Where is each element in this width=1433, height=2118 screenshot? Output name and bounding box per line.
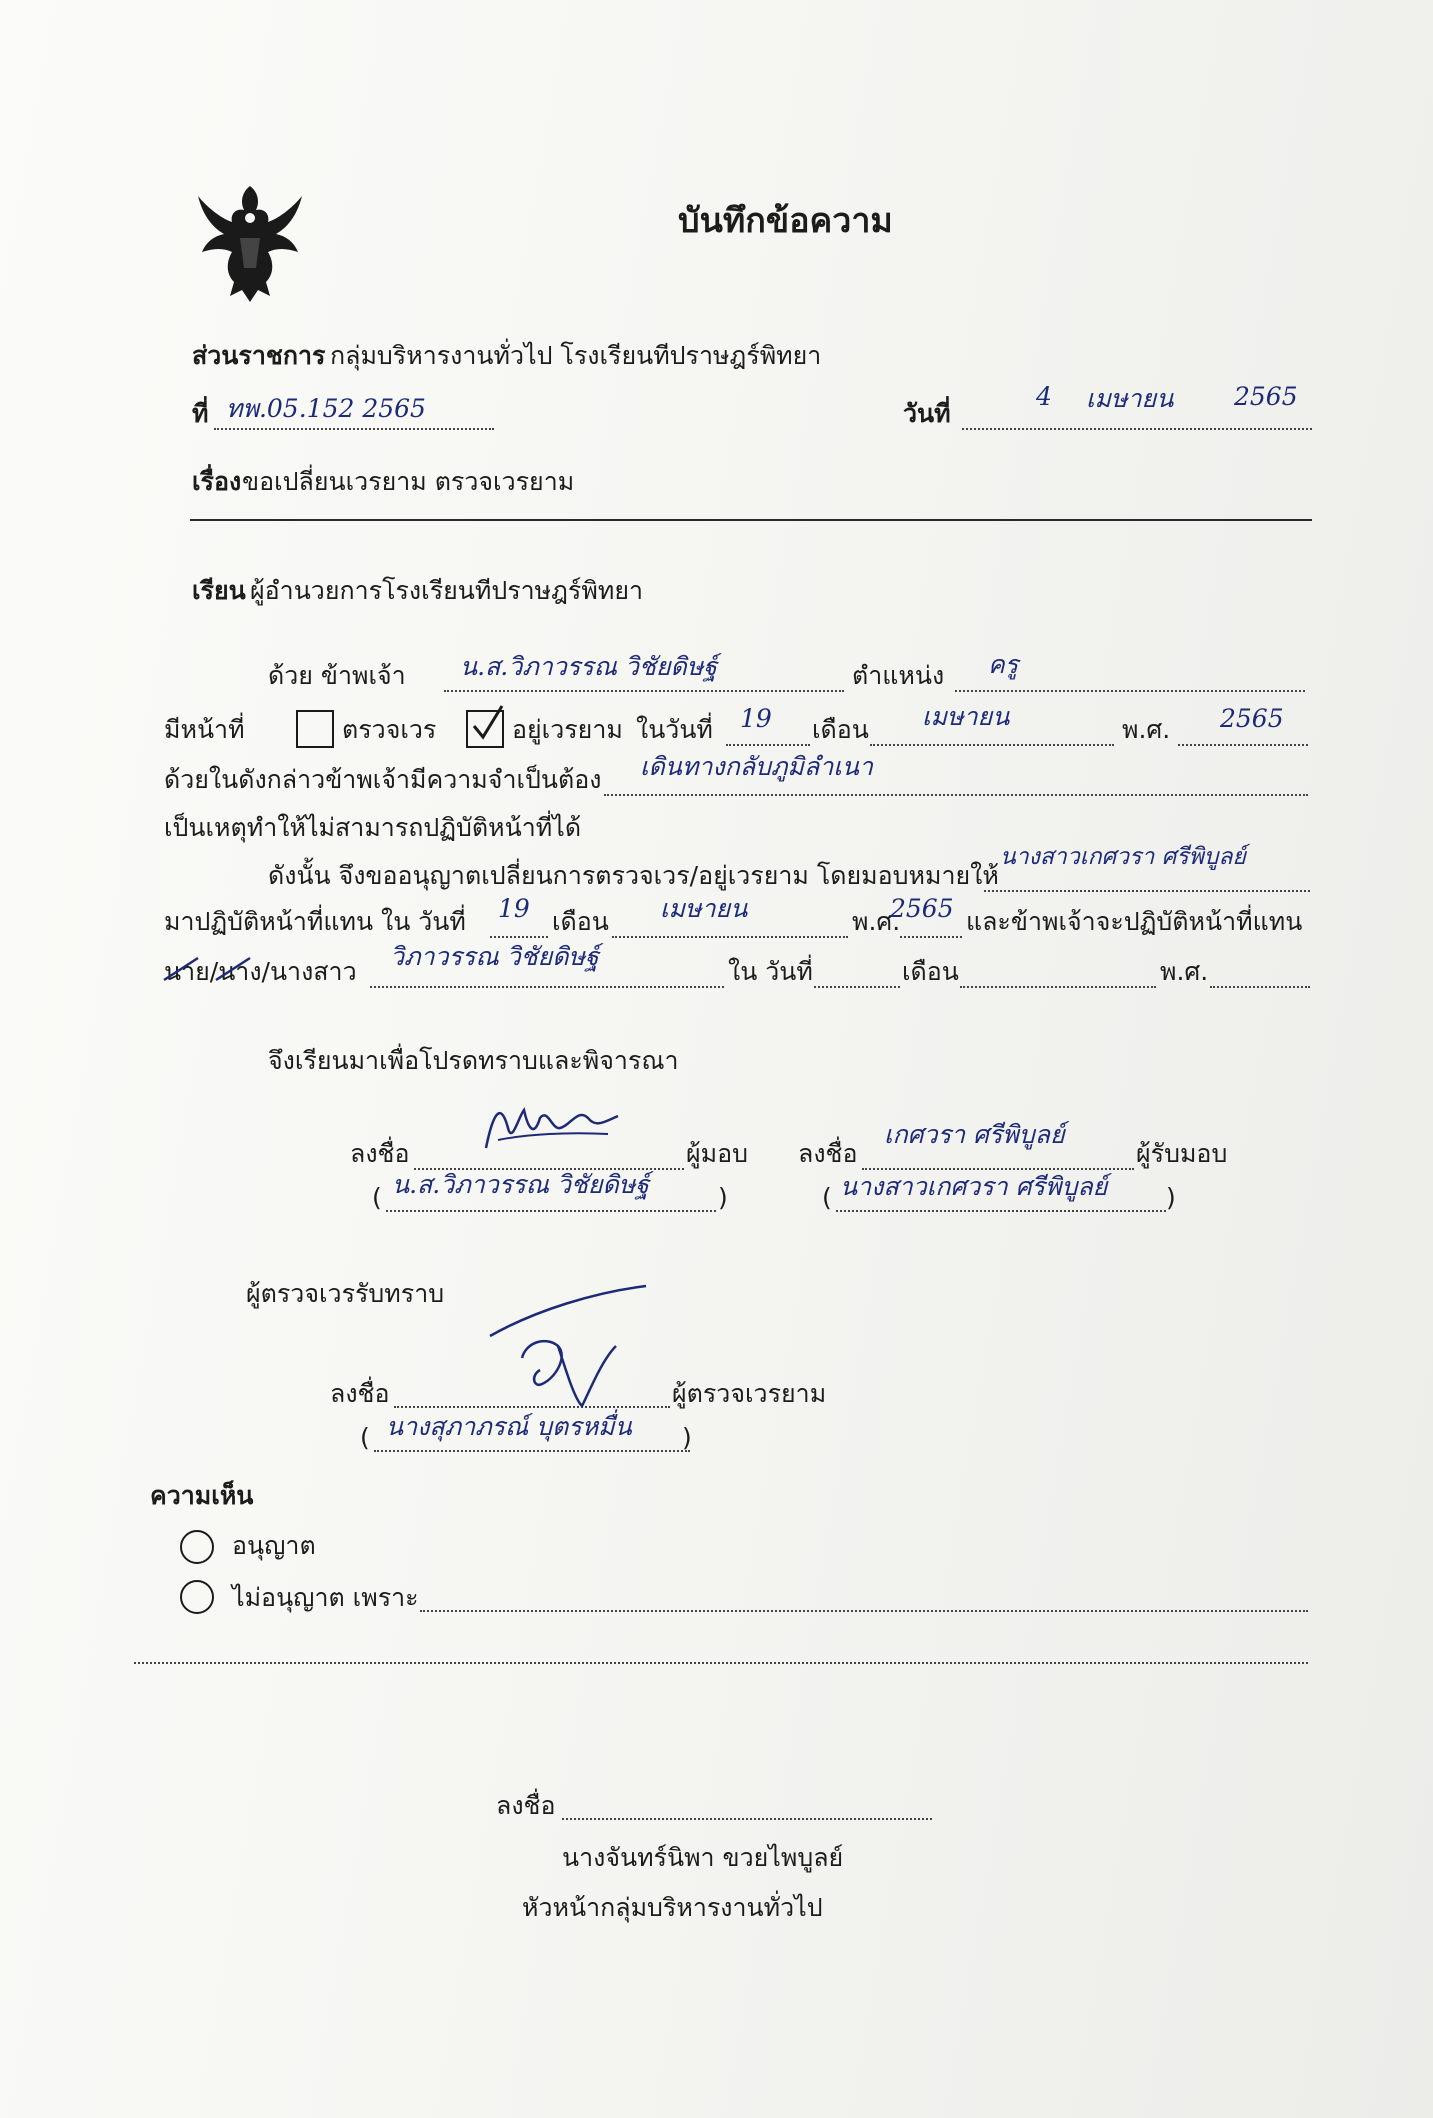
duty-day: 19 <box>740 704 772 733</box>
giver-name: น.ส.วิภาวรรณ วิชัยดิษฐ์ <box>392 1170 649 1199</box>
return-name-dotted-line <box>370 986 724 988</box>
receiver-name-dotted-line <box>836 1210 1166 1212</box>
request-label: ดังนั้น จึงขออนุญาตเปลี่ยนการตรวจเวร/อยู่เวรยาม โดยมอบหมายให้ <box>268 861 999 890</box>
closing-line: จึงเรียนมาเพื่อโปรดทราบและพิจารณา <box>268 1046 679 1075</box>
need-label: ด้วยในดังกล่าวข้าพเจ้ามีความจำเป็นต้อง <box>164 765 602 794</box>
need-value: เดินทางกลับภูมิลำเนา <box>640 752 873 781</box>
return-name: วิภาวรรณ วิชัยดิษฐ์ <box>390 942 599 971</box>
substitute-name: นางสาวเกศวรา ศรีพิบูลย์ <box>1000 844 1246 870</box>
header-divider <box>190 519 1312 521</box>
position-value: ครู <box>988 650 1019 679</box>
title-options: นาย/นาง/นางสาว <box>164 957 357 986</box>
inspector-signature <box>486 1280 656 1430</box>
inspector-paren-open: ( <box>360 1423 370 1452</box>
position-label: ตำแหน่ง <box>852 661 945 690</box>
return-year-label: พ.ศ. <box>1160 957 1209 986</box>
and-label: และข้าพเจ้าจะปฏิบัติหน้าที่แทน <box>966 907 1303 936</box>
subject-label: เรื่อง <box>192 467 242 496</box>
opinion-label: ความเห็น <box>150 1481 254 1510</box>
date-dotted-line <box>962 428 1312 430</box>
inspector-name: นางสุภาภรณ์ บุตรหมื่น <box>386 1412 632 1441</box>
garuda-emblem <box>190 178 310 308</box>
return-day-dotted-line <box>814 986 900 988</box>
official-title: หัวหน้ากลุ่มบริหารงานทั่วไป <box>522 1893 823 1922</box>
receiver-paren-close: ) <box>1166 1183 1176 1212</box>
replace-day-dotted-line <box>490 936 548 938</box>
replace-month: เมษายน <box>660 894 748 923</box>
ref-label: ที่ <box>192 399 209 428</box>
official-sign-label: ลงชื่อ <box>496 1791 556 1820</box>
replace-label: มาปฏิบัติหน้าที่แทน ใน วันที่ <box>164 907 466 936</box>
deny-reason-dotted-line[interactable] <box>420 1610 1308 1612</box>
duty-day-dotted-line <box>726 744 810 746</box>
replace-month-label: เดือน <box>552 907 609 936</box>
giver-paren-close: ) <box>718 1183 728 1212</box>
replace-year-dotted-line <box>900 936 962 938</box>
salutation-value: ผู้อำนวยการโรงเรียนทีปราษฎร์พิทยา <box>250 576 644 605</box>
opt-inspect-label: ตรวจเวร <box>342 715 437 744</box>
inspector-sign-label: ลงชื่อ <box>330 1379 390 1408</box>
replace-year: 2565 <box>890 894 954 923</box>
receiver-name: นางสาวเกศวรา ศรีพิบูลย์ <box>840 1172 1108 1201</box>
applicant-name: น.ส.วิภาวรรณ วิชัยดิษฐ์ <box>460 652 717 681</box>
need-dotted-line <box>604 794 1308 796</box>
check-mark-icon <box>470 704 504 744</box>
agency-label: ส่วนราชการ <box>192 341 326 370</box>
giver-sign-label: ลงชื่อ <box>350 1139 410 1168</box>
extra-reason-dotted-line[interactable] <box>134 1662 1308 1664</box>
radio-approve[interactable] <box>180 1530 214 1564</box>
date-month: เมษายน <box>1086 384 1174 413</box>
giver-signature <box>478 1088 628 1168</box>
replace-month-dotted-line <box>612 936 848 938</box>
radio-deny[interactable] <box>180 1580 214 1614</box>
salutation-label: เรียน <box>192 576 246 605</box>
substitute-dotted-line <box>984 890 1310 892</box>
agency-value: กลุ่มบริหารงานทั่วไป โรงเรียนทีปราษฎร์พิทยา <box>330 341 822 370</box>
giver-name-dotted-line <box>386 1210 716 1212</box>
memo-title: บันทึกข้อความ <box>678 201 893 241</box>
year-label: พ.ศ. <box>1122 715 1171 744</box>
applicant-prefix: ด้วย ข้าพเจ้า <box>268 661 406 690</box>
receiver-sign-dotted-line <box>862 1168 1134 1170</box>
opt-guard-label: อยู่เวรยาม <box>512 715 623 744</box>
giver-paren-open: ( <box>372 1183 382 1212</box>
official-name: นางจันทร์นิพา ขวยไพบูลย์ <box>562 1843 844 1872</box>
replace-year-label: พ.ศ. <box>852 907 901 936</box>
return-year-dotted-line <box>1210 986 1310 988</box>
reason-line: เป็นเหตุทำให้ไม่สามารถปฏิบัติหน้าที่ได้ <box>164 813 582 842</box>
duty-month: เมษายน <box>922 702 1010 731</box>
receiver-paren-open: ( <box>822 1183 832 1212</box>
checkbox-guard[interactable] <box>466 710 504 748</box>
receiver-signature: เกศวรา ศรีพิบูลย์ <box>884 1120 1065 1149</box>
giver-role: ผู้มอบ <box>686 1139 749 1168</box>
date-day: 4 <box>1036 382 1052 411</box>
deny-label: ไม่อนุญาต เพราะ <box>232 1583 419 1612</box>
official-sign-dotted-line <box>562 1818 932 1820</box>
applicant-dotted-line <box>444 690 844 692</box>
duty-year: 2565 <box>1220 704 1284 733</box>
return-month-dotted-line <box>960 986 1156 988</box>
ref-dotted-line <box>214 428 494 430</box>
receiver-role: ผู้รับมอบ <box>1136 1139 1228 1168</box>
duty-month-dotted-line <box>870 744 1114 746</box>
acknowledge-label: ผู้ตรวจเวรรับทราบ <box>246 1279 445 1308</box>
position-dotted-line <box>955 690 1305 692</box>
subject-value: ขอเปลี่ยนเวรยาม ตรวจเวรยาม <box>242 467 575 496</box>
inspector-name-dotted-line <box>374 1450 690 1452</box>
title-strikeout-marks <box>160 950 300 990</box>
approve-label: อนุญาต <box>232 1531 316 1560</box>
date-label: วันที่ <box>903 399 951 428</box>
duty-label: มีหน้าที่ <box>164 715 245 744</box>
on-day-label: ในวันที่ <box>636 715 713 744</box>
ref-value: ทพ.05.152 2565 <box>226 394 426 423</box>
receiver-sign-label: ลงชื่อ <box>798 1139 858 1168</box>
duty-year-dotted-line <box>1178 744 1308 746</box>
return-month-label: เดือน <box>902 957 959 986</box>
inspector-paren-close: ) <box>682 1423 692 1452</box>
date-year: 2565 <box>1234 382 1298 411</box>
replace-day: 19 <box>498 894 530 923</box>
return-day-label: ใน วันที่ <box>728 957 813 986</box>
month-label: เดือน <box>812 715 869 744</box>
inspector-role: ผู้ตรวจเวรยาม <box>672 1379 827 1408</box>
checkbox-inspect[interactable] <box>296 710 334 748</box>
